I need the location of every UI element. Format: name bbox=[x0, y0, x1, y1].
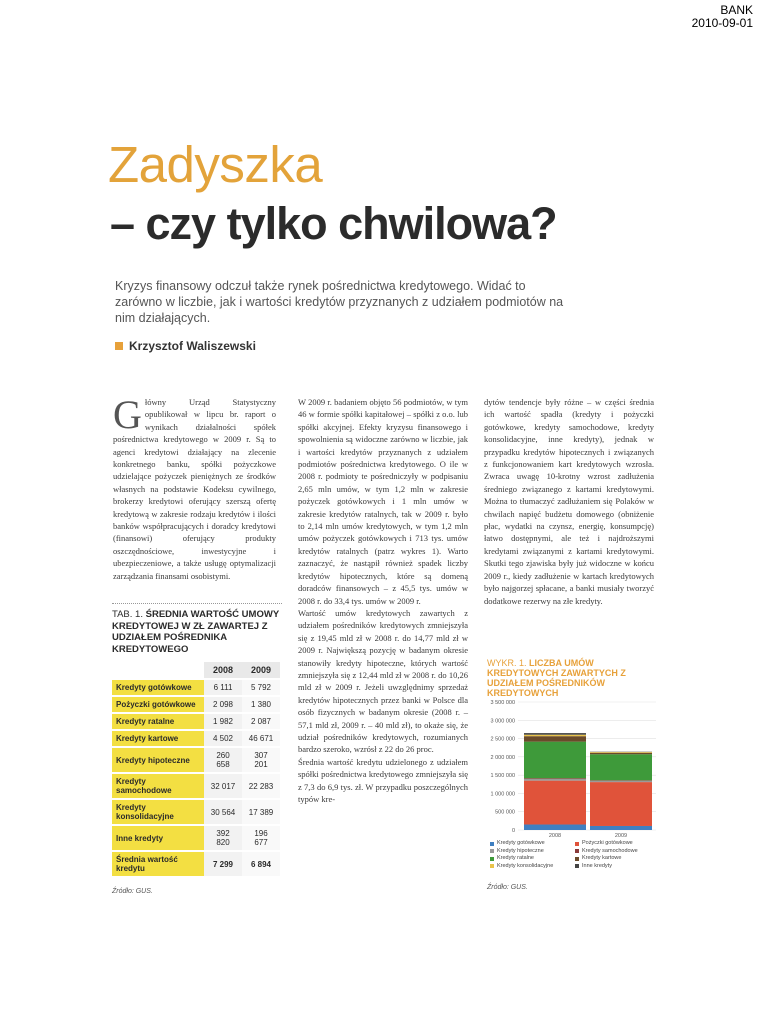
author-bullet-icon bbox=[115, 342, 123, 350]
article-column-1 bbox=[113, 392, 276, 582]
table-header-row bbox=[112, 662, 280, 679]
bar-segment bbox=[590, 826, 652, 830]
y-tick-label: 2 000 000 bbox=[490, 754, 515, 761]
legend-label: Kredyty hipoteczne bbox=[497, 847, 544, 854]
row-label: Kredyty samochodowe bbox=[112, 773, 204, 799]
table-1-number: TAB. 1. bbox=[112, 609, 143, 620]
stamp-source: BANK bbox=[720, 3, 753, 17]
bar-segment bbox=[524, 735, 586, 736]
row-label: Kredyty konsolidacyjne bbox=[112, 799, 204, 825]
article-column-2: W 2009 r. badaniem objęto 56 podmiotów, w tym 46 w formie spółki kapitałowej – spółki z o.o. lub spółki akcyjnej. Efekty kryzysu finansowego i spowolnienia są widoczne zarówno w liczbie, jak i wartości kredytów przyznanych z udziałem podmiotów pośrednictwa kredytowego. O ile w 2008 r. podmioty te pośredniczyły w podpisaniu 2,65 mln umów, w tym 1,2 mln w zakresie pożyczek gotówkowych i 1 mln umów w zakresie kredytów ratalnych, tak w 2009 r. było to 2,14 mln umów kredytowych, w tym 1,2 mln umów pożyczek gotówkowych i 713 tys. umów kredytów ratalnych (patrz wykres 1). Warto zaznaczyć, że nastąpił również spadek liczby kredytów hipotecznych, które są domeną doradców finansowych – z 45,5 tys. umów w 2008 r. do 33,4 tys. umów w 2009 r. Wartość umów kredytowych zawartych z udziałem pośredników kredytowych zmniejszyła się z 19,45 mld zł w 2008 r. do 14,77 mld zł w 2009 r. Największą pozycję w badanym okresie stanowiły kredyty hipoteczne, których wartość zmniejszyła się z 12,44 mld zł w 2008 r. do 10,26 mld zł w 2009 r. Jeżeli uwzględnimy sprzedaż kredytów hipotecznych przez banki w Polsce dla osób fizycznych w badanym okresie (2008 r. – 57,1 mld zł, 2009 r. – 40 mld zł), to okaże się, że udział pośredników kredytowych, rozumianych bardzo szeroko, wzrósł z 22 do 26 proc. Średnia wartość kredytu udzielonego z udziałem spółki pośrednictwa kredytowego zmniejszyła się z 7,3 do 6,9 tys. zł. W przypadku poszczególnych typów kre- bbox=[298, 397, 468, 804]
cell-2009: 2 087 bbox=[242, 713, 280, 730]
article-title-line1: Zadyszka bbox=[108, 136, 323, 193]
y-tick-label: 0 bbox=[511, 828, 515, 834]
row-label: Kredyty gotówkowe bbox=[112, 679, 204, 696]
cell-2009: 1 380 bbox=[242, 696, 280, 713]
bar-segment bbox=[524, 825, 586, 830]
table-row bbox=[112, 825, 280, 851]
table-row bbox=[112, 696, 280, 713]
legend-label: Inne kredyty bbox=[582, 862, 612, 869]
legend-swatch bbox=[490, 864, 494, 868]
cell-2009: 46 671 bbox=[242, 730, 280, 747]
row-label: Inne kredyty bbox=[112, 825, 204, 851]
bar-segment bbox=[590, 754, 652, 780]
cell-2009-a: 196 bbox=[254, 829, 268, 838]
table-row bbox=[112, 773, 280, 799]
cell-2009: 5 792 bbox=[242, 679, 280, 696]
legend-label: Kredyty gotówkowe bbox=[497, 840, 545, 846]
cell-2008-b: 658 bbox=[216, 760, 230, 769]
table-1 bbox=[112, 662, 280, 878]
row-label: Średnia wartość kredytu bbox=[112, 851, 204, 877]
legend-label: Kredyty konsolidacyjne bbox=[497, 862, 554, 869]
bar-segment bbox=[524, 736, 586, 741]
bar-segment bbox=[524, 781, 586, 825]
table-row-total bbox=[112, 851, 280, 877]
legend-label: Kredyty samochodowe bbox=[582, 847, 638, 854]
row-label: Pożyczki gotówkowe bbox=[112, 696, 204, 713]
bar-segment bbox=[524, 779, 586, 781]
y-tick-label: 3 000 000 bbox=[490, 718, 515, 725]
legend-label: Kredyty kartowe bbox=[582, 855, 622, 861]
drop-cap: G bbox=[113, 392, 142, 437]
cell-2008-a: 260 bbox=[216, 751, 230, 760]
legend-item bbox=[490, 848, 575, 856]
table-1-heading bbox=[112, 603, 282, 655]
x-tick-label: 2008 bbox=[548, 833, 562, 839]
chart-1-legend bbox=[490, 840, 660, 870]
table-header-2008: 2008 bbox=[204, 662, 242, 679]
table-row bbox=[112, 679, 280, 696]
legend-swatch bbox=[575, 842, 579, 846]
row-label: Kredyty hipoteczne bbox=[112, 747, 204, 773]
article-column-3: dytów tendencje były różne – w części średnia ich wartość spadła (kredyty i pożyczki gotówkowe, kredyty samochodowe, kredyty konsolidacyjne, inne kredyty), jednak w przypadku kredytów hipotecznych i związanych z funkcjonowaniem kart kredytowych wzrosła. Zwraca uwagę 10-krotny wzrost zadłużenia średniego związanego z kartami kredytowymi. Można to tłumaczyć zadłużaniem się Polaków w chwilach napięć budżetu domowego (obniżenie płac, wydatki na czynsz, energię, konsumpcję) łatwo dostępnymi, ale też i najdroższymi kredytami związanymi z kartami kredytowymi. Skutki tego zjawiska były już widoczne w końcu 2009 r., kiedy zadłużenie w kartach kredytowych było najgorzej spłacane, a banki musiały tworzyć dodatkowe rezerwy na złe kredyty. bbox=[484, 397, 654, 606]
bar-segment bbox=[524, 742, 586, 779]
legend-item bbox=[575, 848, 660, 856]
cell-2008: 6 111 bbox=[204, 679, 242, 696]
cell-2008: 4 502 bbox=[204, 730, 242, 747]
chart-1-heading bbox=[487, 658, 657, 698]
y-tick-label: 500 000 bbox=[495, 809, 515, 816]
legend-item bbox=[575, 840, 660, 848]
row-label: Kredyty ratalne bbox=[112, 713, 204, 730]
table-1-title: ŚREDNIA WARTOŚĆ UMOWY KREDYTOWEJ W ZŁ ZAWARTEJ Z UDZIAŁEM POŚREDNIKA KREDYTOWEGO bbox=[112, 609, 279, 655]
cell-2008 bbox=[204, 825, 242, 851]
legend-swatch bbox=[575, 849, 579, 853]
legend-label: Kredyty ratalne bbox=[497, 855, 534, 861]
y-tick-label: 1 500 000 bbox=[490, 773, 515, 780]
stamp-date: 2010-09-01 bbox=[691, 16, 753, 30]
cell-2008: 30 564 bbox=[204, 799, 242, 825]
table-row bbox=[112, 713, 280, 730]
y-tick-label: 2 500 000 bbox=[490, 736, 515, 743]
legend-swatch bbox=[575, 857, 579, 861]
legend-item bbox=[490, 863, 575, 871]
x-tick-label: 2009 bbox=[614, 833, 628, 839]
bar-segment bbox=[524, 733, 586, 735]
row-label: Kredyty kartowe bbox=[112, 730, 204, 747]
bar-segment bbox=[590, 752, 652, 753]
cell-2008: 32 017 bbox=[204, 773, 242, 799]
bar-segment bbox=[590, 780, 652, 781]
cell-2008: 1 982 bbox=[204, 713, 242, 730]
table-corner bbox=[112, 662, 204, 679]
y-tick-label: 1 000 000 bbox=[490, 791, 515, 798]
cell-2009: 17 389 bbox=[242, 799, 280, 825]
legend-label: Pożyczki gotówkowe bbox=[582, 840, 633, 846]
cell-2008-b: 820 bbox=[216, 838, 230, 847]
chart-1-title: LICZBA UMÓW KREDYTOWYCH ZAWARTYCH Z UDZIAŁEM POŚREDNIKÓW KREDYTOWYCH bbox=[487, 658, 626, 698]
table-1-source: Źródło: GUS. bbox=[112, 888, 153, 895]
cell-2009: 6 894 bbox=[242, 851, 280, 877]
article-title-line2: – czy tylko chwilowa? bbox=[110, 198, 557, 249]
chart-1 bbox=[484, 698, 659, 838]
table-row bbox=[112, 799, 280, 825]
legend-item bbox=[490, 840, 575, 848]
cell-2009: 22 283 bbox=[242, 773, 280, 799]
table-row bbox=[112, 730, 280, 747]
chart-1-source: Źródło: GUS. bbox=[487, 884, 528, 891]
cell-2008: 7 299 bbox=[204, 851, 242, 877]
cell-2009-b: 201 bbox=[254, 760, 268, 769]
table-row bbox=[112, 747, 280, 773]
legend-swatch bbox=[575, 864, 579, 868]
cell-2009-a: 307 bbox=[254, 751, 268, 760]
legend-item bbox=[575, 863, 660, 871]
legend-swatch bbox=[490, 857, 494, 861]
legend-swatch bbox=[490, 849, 494, 853]
bar-segment bbox=[590, 753, 652, 754]
bar-segment bbox=[524, 778, 586, 779]
bar-segment bbox=[590, 781, 652, 782]
bar-segment bbox=[590, 782, 652, 826]
cell-2009 bbox=[242, 825, 280, 851]
document-stamp bbox=[692, 4, 753, 30]
column-1-text: łówny Urząd Statystyczny opublikował w lipcu br. raport o wynikach działalności spółek pośrednictwa kredytowego w 2009 r. Są to agenci kredytowi działający na zlecenie konkretnego banku, spółki pożyczkowe udzielające pożyczek pieniężnych ze środków własnych na podstawie Kodeksu cywilnego, brokerzy kredytowi oferujący szerszą ofertę kredytową w zakresie rodzaju kredytów i ilości banków współpracujących i doradcy kredytowi (finansowi) oferujący produkty oszczędnościowe, inwestycyjne i ubezpieczeniowe, a także usługę optymalizacji zarządzania finansami osobistymi. bbox=[113, 397, 276, 581]
legend-item bbox=[575, 855, 660, 863]
table-header-2009: 2009 bbox=[242, 662, 280, 679]
article-lead: Kryzys finansowy odczuł także rynek pośrednictwa kredytowego. Widać to zarówno w liczbie, jak i wartości kredytów przyznanych z udziałem podmiotów na nim działających. bbox=[115, 279, 564, 325]
chart-1-number: WYKR. 1. bbox=[487, 658, 527, 668]
cell-2009-b: 677 bbox=[254, 838, 268, 847]
y-tick-label: 3 500 000 bbox=[490, 700, 515, 706]
cell-2008-a: 392 bbox=[216, 829, 230, 838]
legend-swatch bbox=[490, 842, 494, 846]
cell-2008 bbox=[204, 747, 242, 773]
article-author bbox=[115, 339, 256, 353]
author-name: Krzysztof Waliszewski bbox=[129, 339, 256, 353]
legend-item bbox=[490, 855, 575, 863]
cell-2009 bbox=[242, 747, 280, 773]
cell-2008: 2 098 bbox=[204, 696, 242, 713]
